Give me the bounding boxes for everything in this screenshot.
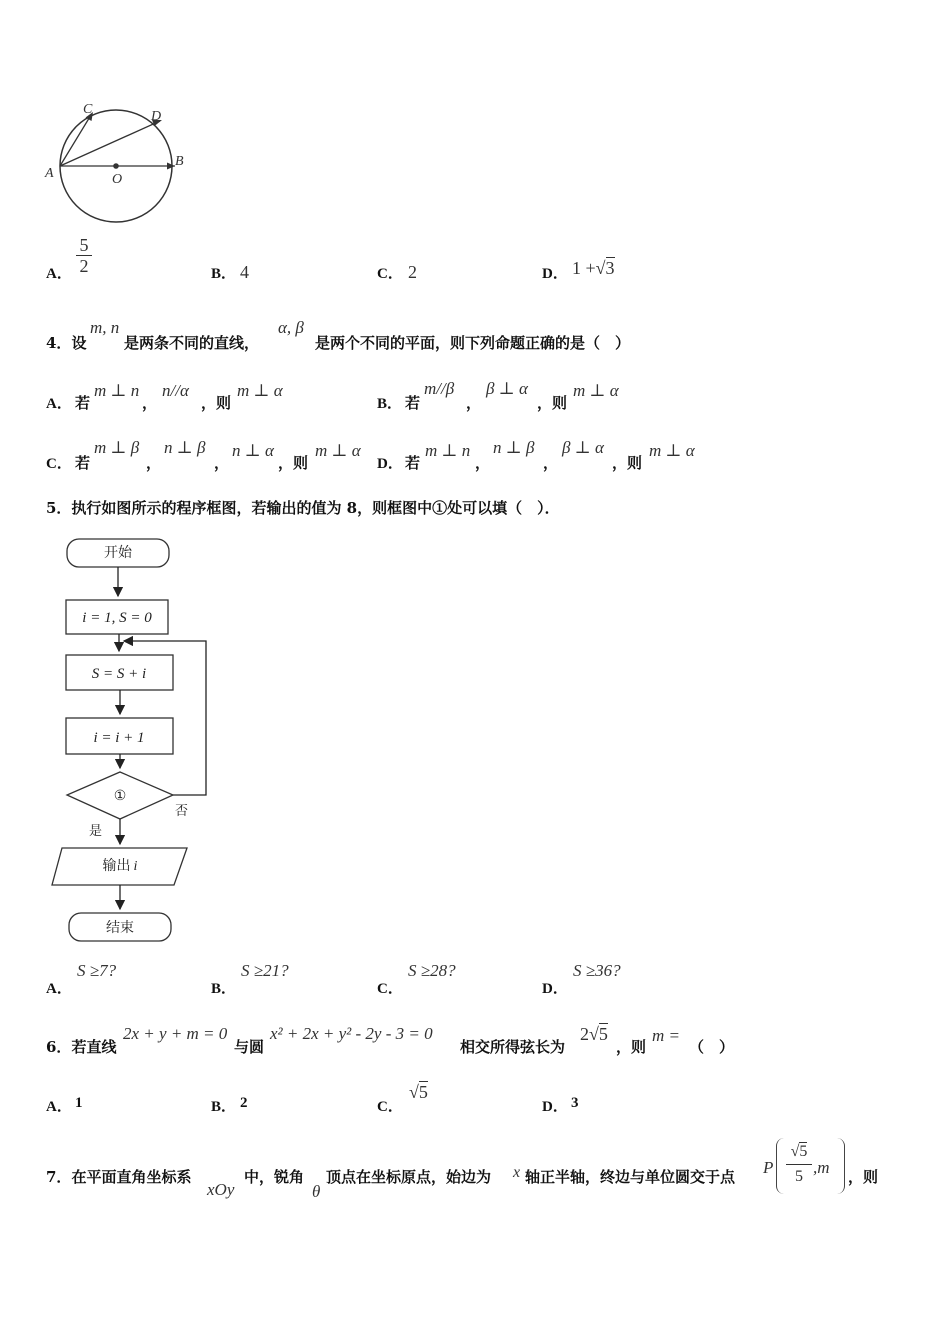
q6-text-2: 与圆 [234, 1038, 265, 1056]
flowchart [40, 530, 220, 950]
q4-option-d-ruo: 若 [405, 454, 421, 472]
q7-xoy: xOy [207, 1180, 235, 1199]
label-d: D [151, 109, 162, 124]
q4-option-d-comma-1: ， [475, 454, 491, 472]
q7-theta: θ [312, 1182, 321, 1201]
q5-option-a-letter: A． [46, 981, 72, 997]
q6-text-3: 相交所得弦长为 [460, 1038, 566, 1056]
q7-text-2: 中，锐角 [244, 1168, 305, 1186]
q6-option-d-value: 3 [571, 1095, 579, 1111]
q4-number: 4． [46, 334, 72, 352]
flow-condition-label: ① [113, 789, 127, 804]
q6-option-c-letter: C． [377, 1099, 403, 1115]
q4-option-c-ruo: 若 [75, 454, 91, 472]
label-c: C [83, 102, 93, 117]
center-point [113, 163, 119, 169]
q4-math-alpha-beta: α, β [278, 318, 304, 337]
flow-sum-label: S = S + i [91, 666, 147, 682]
q3-option-b-value: 4 [240, 262, 249, 282]
question-7-stem [46, 1166, 191, 1187]
sqrt-icon: √ [589, 1024, 599, 1044]
output-var: i [133, 859, 138, 874]
q5-option-b-expr: S ≥21? [241, 961, 289, 980]
q3-option-a-fraction [76, 235, 92, 276]
q6-text-5: （ ） [689, 1038, 735, 1056]
flow-yes-label: 是 [89, 823, 103, 838]
q4-option-d-expr-4: m ⊥ α [649, 441, 695, 460]
q6-circle-equation: x² + 2x + y² - 2y - 3 = 0 [270, 1024, 433, 1043]
fraction-numerator: 5 [79, 235, 89, 255]
question-6-stem [46, 1036, 116, 1057]
q7-left-paren [776, 1138, 785, 1194]
q4-option-a-comma-1: ， [142, 394, 158, 412]
q6-text-1: 若直线 [71, 1038, 117, 1056]
q4-option-a-comma-2: ，则 [201, 394, 232, 412]
q7-m: ,m [813, 1158, 830, 1177]
q5-option-c-expr: S ≥28? [408, 961, 456, 980]
q6-option-c-value [409, 1082, 428, 1103]
q3-option-d-letter: D． [542, 266, 568, 282]
q4-option-a-expr-3: m ⊥ α [237, 381, 283, 400]
q5-option-d-expr: S ≥36? [573, 961, 621, 980]
q7-text-1: 在平面直角坐标系 [71, 1168, 192, 1186]
q4-option-c-expr-3: n ⊥ α [232, 441, 274, 460]
flow-init-label: i = 1, S = 0 [82, 610, 152, 626]
fraction-denominator: 5 [795, 1168, 803, 1185]
circle-figure [40, 95, 200, 230]
q6-text-4: ，则 [616, 1038, 647, 1056]
output-text: 输出 [102, 859, 131, 874]
q6-option-a-value: 1 [75, 1095, 83, 1111]
fraction-radicand: 5 [799, 1143, 808, 1160]
q4-option-c-letter: C． [46, 456, 72, 472]
q5-option-a-expr: S ≥7? [77, 961, 117, 980]
q4-option-b-comma-1: ， [466, 394, 482, 412]
q3-option-c-letter: C． [377, 266, 403, 282]
q4-option-d-comma-3: ，则 [612, 454, 643, 472]
q4-option-a-ruo: 若 [75, 394, 91, 412]
sqrt-icon: √ [595, 258, 606, 278]
q4-option-a-letter: A． [46, 396, 72, 412]
fraction-denominator: 2 [79, 256, 89, 276]
q4-option-b-ruo: 若 [405, 394, 421, 412]
q6-chord-length [580, 1024, 608, 1045]
q4-option-d-expr-1: m ⊥ n [425, 441, 471, 460]
label-a: A [45, 166, 54, 181]
q7-text-5: ，则 [848, 1168, 879, 1186]
q7-number: 7． [46, 1168, 72, 1186]
q4-math-mn: m, n [90, 318, 120, 337]
q4-option-c-comma-2: ， [214, 454, 230, 472]
chord-radicand: 5 [598, 1024, 608, 1044]
q6-option-a-letter: A． [46, 1099, 72, 1115]
q4-option-d-comma-2: ， [543, 454, 559, 472]
label-o: O [112, 172, 123, 187]
question-4-stem [46, 332, 86, 353]
q4-text-2: 是两条不同的直线， [124, 334, 260, 352]
q4-option-b-expr-2: β ⊥ α [486, 379, 528, 398]
flow-start-label: 开始 [104, 546, 132, 561]
q5-option-c-letter: C． [377, 981, 403, 997]
radicand: 5 [418, 1082, 428, 1102]
q3-option-c-value: 2 [408, 262, 417, 282]
flow-inc-label: i = i + 1 [93, 730, 145, 746]
q6-option-b-value: 2 [240, 1095, 248, 1111]
q4-option-c-comma-1: ， [146, 454, 162, 472]
q4-option-c-expr-1: m ⊥ β [94, 438, 140, 457]
q4-option-c-expr-2: n ⊥ β [164, 438, 206, 457]
fraction-numerator [786, 1140, 812, 1164]
q4-option-a-expr-2: n//α [162, 381, 189, 400]
q7-right-paren [836, 1138, 845, 1194]
q5-option-d-letter: D． [542, 981, 568, 997]
q3-option-a-letter: A． [46, 266, 72, 282]
sqrt-icon: √ [790, 1143, 800, 1160]
q6-m-equals: m = [652, 1026, 680, 1045]
q4-option-b-expr-1: m//β [424, 379, 455, 398]
q4-option-c-expr-4: m ⊥ α [315, 441, 361, 460]
q5-option-b-letter: B． [211, 981, 237, 997]
q4-text-3: 是两个不同的平面，则下列命题正确的是（ ） [315, 334, 631, 352]
chord-coefficient: 2 [580, 1024, 589, 1044]
q4-option-c-comma-3: ，则 [278, 454, 309, 472]
q3-option-d-value [572, 258, 615, 279]
q4-option-b-letter: B． [377, 396, 403, 412]
q7-m-var: m [817, 1158, 830, 1177]
flow-end-label: 结束 [106, 921, 134, 936]
q4-option-d-expr-3: β ⊥ α [562, 438, 604, 457]
q7-x: x [513, 1164, 521, 1181]
q6-line-equation: 2x + y + m = 0 [123, 1024, 228, 1043]
q4-option-b-comma-2: ，则 [537, 394, 568, 412]
flow-no-label: 否 [175, 803, 189, 818]
q6-option-b-letter: B． [211, 1099, 237, 1115]
q7-fraction [786, 1140, 812, 1189]
q7-text-3: 顶点在坐标原点，始边为 [326, 1168, 492, 1186]
radicand: 3 [605, 258, 615, 278]
sum-prefix: 1 + [572, 258, 596, 278]
q4-option-a-expr-1: m ⊥ n [94, 381, 140, 400]
q6-option-d-letter: D． [542, 1099, 568, 1115]
q6-number: 6． [46, 1038, 72, 1056]
q3-option-b-letter: B． [211, 266, 237, 282]
q7-point-p: P [763, 1158, 774, 1177]
label-b: B [175, 154, 184, 169]
question-5-stem: 5．执行如图所示的程序框图，若输出的值为 8，则框图中①处可以填（ ）． [46, 499, 560, 517]
q4-option-d-letter: D． [377, 456, 403, 472]
q7-text-4: 轴正半轴，终边与单位圆交于点 [525, 1168, 736, 1186]
q4-text-1: 设 [71, 334, 87, 352]
q4-option-d-expr-2: n ⊥ β [493, 438, 535, 457]
q4-option-b-expr-3: m ⊥ α [573, 381, 619, 400]
sqrt-icon: √ [409, 1082, 419, 1102]
